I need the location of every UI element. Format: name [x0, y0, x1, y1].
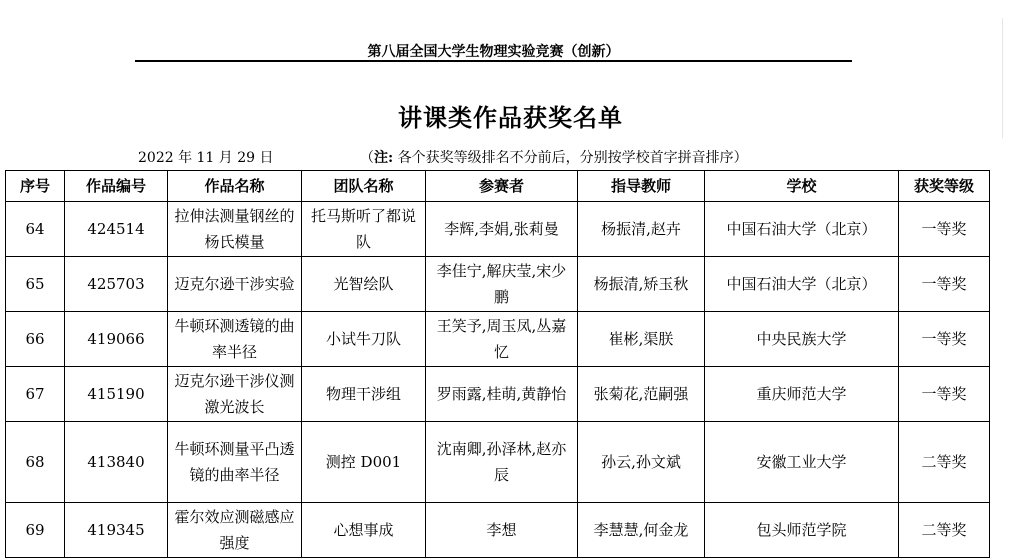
cell-team: 测控 D001 — [302, 422, 426, 503]
cell-school: 中国石油大学（北京） — [705, 202, 899, 257]
cell-award: 一等奖 — [899, 202, 990, 257]
cell-seq: 68 — [6, 422, 65, 503]
column-header-members: 参赛者 — [426, 171, 578, 202]
date-line: 2022 年 11 月 29 日 — [138, 150, 274, 166]
table-row — [6, 503, 990, 558]
cell-members: 李佳宁,解庆莹,宋少鹏 — [426, 257, 578, 312]
cell-team: 小试牛刀队 — [302, 312, 426, 367]
header-title: 第八届全国大学生物理实验竞赛（创新） — [367, 44, 620, 60]
cell-team: 光智绘队 — [302, 257, 426, 312]
cell-members: 罗雨露,桂萌,黄静怡 — [426, 367, 578, 422]
column-header-award: 获奖等级 — [899, 171, 990, 202]
cell-award: 一等奖 — [899, 312, 990, 367]
table-row — [6, 312, 990, 367]
table-row — [6, 422, 990, 503]
column-header-school: 学校 — [705, 171, 899, 202]
awards-table — [5, 170, 990, 558]
cell-seq: 67 — [6, 367, 65, 422]
cell-school: 安徽工业大学 — [705, 422, 899, 503]
note-prefix: （ — [360, 150, 374, 166]
cell-award: 二等奖 — [899, 503, 990, 558]
table-header-row — [6, 171, 990, 202]
cell-name: 迈克尔逊干涉仪测激光波长 — [168, 367, 302, 422]
cell-seq: 65 — [6, 257, 65, 312]
cell-members: 李想 — [426, 503, 578, 558]
cell-advisors: 杨振清,赵卉 — [578, 202, 705, 257]
cell-advisors: 张菊花,范嗣强 — [578, 367, 705, 422]
cell-members: 王笑予,周玉凤,丛嘉忆 — [426, 312, 578, 367]
cell-seq: 66 — [6, 312, 65, 367]
cell-award: 一等奖 — [899, 367, 990, 422]
cell-id: 425703 — [65, 257, 168, 312]
cell-team: 托马斯听了都说队 — [302, 202, 426, 257]
note-text: 各个获奖等级排名不分前后，分别按学校首字拼音排序） — [393, 150, 748, 166]
cell-advisors: 李慧慧,何金龙 — [578, 503, 705, 558]
cell-name: 牛顿环测量平凸透镜的曲率半径 — [168, 422, 302, 503]
column-header-team: 团队名称 — [302, 171, 426, 202]
table-row — [6, 367, 990, 422]
cell-award: 二等奖 — [899, 422, 990, 503]
table-row — [6, 202, 990, 257]
column-header-id: 作品编号 — [65, 171, 168, 202]
cell-advisors: 崔彬,渠朕 — [578, 312, 705, 367]
cell-advisors: 孙云,孙文斌 — [578, 422, 705, 503]
cell-members: 李辉,李娟,张莉曼 — [426, 202, 578, 257]
cell-award: 一等奖 — [899, 257, 990, 312]
cell-name: 拉伸法测量钢丝的杨氏模量 — [168, 202, 302, 257]
column-header-advisors: 指导教师 — [578, 171, 705, 202]
page-title: 讲课类作品获奖名单 — [398, 103, 623, 132]
cell-team: 物理干涉组 — [302, 367, 426, 422]
cell-id: 415190 — [65, 367, 168, 422]
cell-id: 413840 — [65, 422, 168, 503]
column-header-seq: 序号 — [6, 171, 65, 202]
cell-id: 424514 — [65, 202, 168, 257]
cell-school: 重庆师范大学 — [705, 367, 899, 422]
cell-team: 心想事成 — [302, 503, 426, 558]
cell-seq: 69 — [6, 503, 65, 558]
cell-seq: 64 — [6, 202, 65, 257]
cell-advisors: 杨振清,矫玉秋 — [578, 257, 705, 312]
cell-school: 中央民族大学 — [705, 312, 899, 367]
cell-id: 419066 — [65, 312, 168, 367]
cell-school: 包头师范学院 — [705, 503, 899, 558]
note-label: 注: — [374, 150, 394, 166]
cell-members: 沈南卿,孙泽林,赵亦辰 — [426, 422, 578, 503]
cell-name: 牛顿环测透镜的曲率半径 — [168, 312, 302, 367]
cell-name: 霍尔效应测磁感应强度 — [168, 503, 302, 558]
note-line — [360, 147, 748, 167]
header-rule — [135, 60, 852, 62]
cell-name: 迈克尔逊干涉实验 — [168, 257, 302, 312]
cell-id: 419345 — [65, 503, 168, 558]
cell-school: 中国石油大学（北京） — [705, 257, 899, 312]
table-row — [6, 257, 990, 312]
column-header-name: 作品名称 — [168, 171, 302, 202]
